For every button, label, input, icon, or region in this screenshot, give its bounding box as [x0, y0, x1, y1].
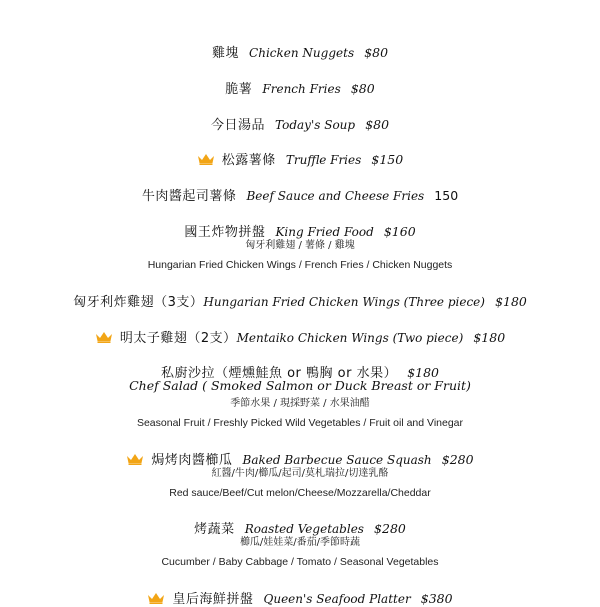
menu-item-todays-soup: [0, 116, 600, 132]
item-name-en: Hungarian Fried Chicken Wings (Three piece): [203, 295, 485, 309]
item-name-zh: 松露薯條: [221, 153, 276, 168]
item-price: $160: [383, 224, 416, 239]
item-name-en: Today's Soup: [275, 118, 356, 132]
item-name-en: Roasted Vegetables: [244, 522, 364, 536]
menu-item-hungarian-wings: [0, 293, 600, 309]
menu-item-beef-cheese-fries: [0, 187, 600, 203]
item-name-zh: 脆薯: [225, 82, 253, 97]
item-description-zh: 櫛瓜/娃娃菜/番茄/季節時蔬: [239, 537, 361, 548]
crown-icon: [126, 453, 144, 465]
menu-item-king-fried-food: [0, 223, 600, 239]
item-price: $180: [407, 365, 440, 380]
item-name-en: Chef Salad ( Smoked Salmon or Duck Breast or Fruit): [129, 378, 471, 393]
item-name-en: Truffle Fries: [285, 153, 362, 167]
item-name-en: Queen's Seafood Platter: [263, 592, 411, 606]
menu-item-truffle-fries: [0, 151, 600, 167]
item-description-zh: 紅醬/牛肉/櫛瓜/起司/莫札瑞拉/切達乳酪: [211, 468, 389, 479]
menu-item-french-fries: [0, 80, 600, 96]
item-name-en: Chicken Nuggets: [249, 46, 355, 60]
item-price: $280: [441, 452, 474, 467]
item-price: $380: [420, 591, 453, 606]
item-name-en: Baked Barbecue Sauce Squash: [242, 453, 432, 467]
item-description-en: Seasonal Fruit / Freshly Picked Wild Vegetables / Fruit oil and Vinegar: [136, 417, 464, 429]
item-price: $150: [371, 152, 404, 167]
menu-item-queens-seafood-platter: [0, 590, 600, 606]
menu-item-chicken-nuggets: [0, 44, 600, 60]
item-price: $180: [495, 294, 527, 309]
item-description-en: Hungarian Fried Chicken Wings / French Fries / Chicken Nuggets: [147, 259, 453, 271]
item-description-zh: 季節水果 / 現採野菜 / 水果油醋: [230, 398, 370, 409]
item-name-zh: 今日湯品: [210, 118, 265, 133]
crown-icon: [197, 153, 215, 165]
item-name-zh: 烤蔬菜: [194, 522, 235, 537]
item-name-zh: 焗烤肉醬櫛瓜: [151, 453, 233, 468]
crown-icon: [147, 592, 165, 604]
item-price: 150: [434, 188, 459, 203]
crown-icon: [95, 331, 113, 343]
item-name-zh: 國王炸物拼盤: [184, 225, 266, 240]
item-price: $80: [364, 45, 389, 60]
menu-item-baked-squash: [0, 451, 600, 467]
item-price: $180: [473, 330, 506, 345]
item-name-en: King Fried Food: [275, 225, 374, 239]
item-name-zh: 皇后海鮮拼盤: [172, 592, 254, 607]
item-name-zh: 匈牙利炸雞翅（3支）: [73, 295, 204, 310]
item-name-en: French Fries: [262, 82, 341, 96]
item-name-en: Beef Sauce and Cheese Fries: [246, 189, 425, 203]
item-name-zh: 雞塊: [211, 46, 239, 61]
item-name-en: Mentaiko Chicken Wings (Two piece): [236, 331, 464, 345]
menu-item-mentaiko-wings: [0, 329, 600, 345]
item-name-zh: 牛肉醬起司薯條: [141, 189, 237, 204]
item-description-en: Red sauce/Beef/Cut melon/Cheese/Mozzarella/Cheddar: [169, 487, 431, 499]
item-name-zh: 明太子雞翅（2支）: [119, 331, 237, 346]
item-description-zh: 匈牙利雞翅 / 薯條 / 雞塊: [245, 240, 355, 251]
item-description-en: Cucumber / Baby Cabbage / Tomato / Seasonal Vegetables: [161, 556, 439, 568]
menu-item-roasted-vegetables: [0, 520, 600, 536]
item-price: $80: [365, 117, 390, 132]
item-price: $80: [350, 81, 375, 96]
item-price: $280: [374, 521, 406, 536]
item-name-zh: 私廚沙拉（煙燻鮭魚 or 鴨胸 or 水果）: [160, 366, 398, 381]
